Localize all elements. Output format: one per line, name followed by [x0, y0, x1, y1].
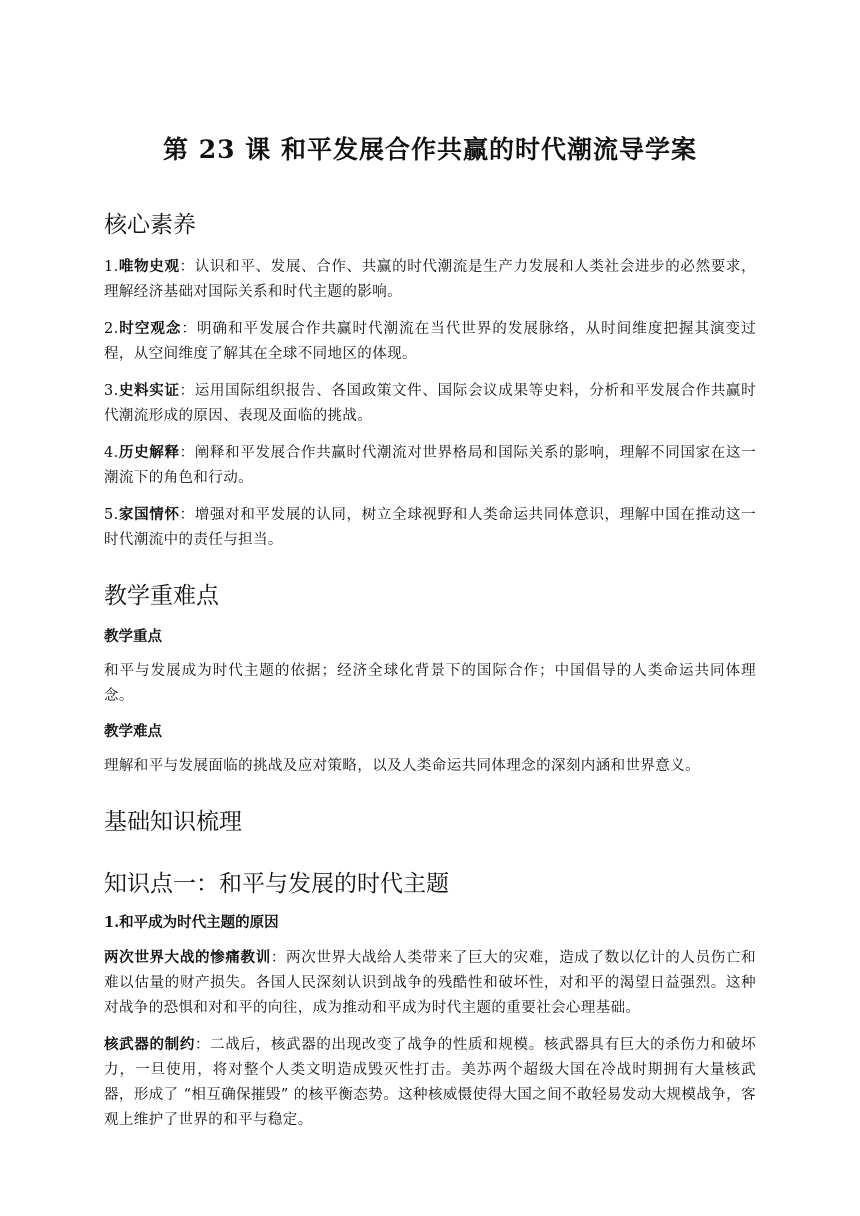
core-item-4-text: ：阐释和平发展合作共赢时代潮流对世界格局和国际关系的影响，理解不同国家在这一潮流下的角色和行动。 [104, 445, 756, 486]
section-heading-basic-knowledge: 基础知识梳理 [104, 809, 242, 835]
paragraph-nuclear-text: ：二战后，核武器的出现改变了战争的性质和规模。核武器具有巨大的杀伤力和破坏力，一旦使用，将对整个人类文明造成毁灭性打击。美苏两个超级大国在冷战时期拥有大量核武器，形成了 “相互确保摧毁” 的核平衡态势。这种核威慑使得大国之间不敢轻易发动大规模战争，客观上维护了世界的和平与稳定。 [104, 1037, 756, 1128]
teaching-focus-text: 和平与发展成为时代主题的依据；经济全球化背景下的国际合作；中国倡导的人类命运共同体理念。 [104, 663, 756, 704]
paragraph-world-wars-label: 两次世界大战的惨痛教训 [104, 949, 271, 966]
core-item-5-text: ：增强对和平发展的认同，树立全球视野和人类命运共同体意识，理解中国在推动这一时代潮流中的责任与担当。 [104, 507, 756, 548]
core-item-1-label: 唯物史观 [118, 258, 180, 275]
core-item-2 [104, 316, 756, 367]
core-item-3-num: 3. [104, 383, 119, 399]
teaching-difficulty-label: 教学难点 [104, 723, 162, 740]
core-item-2-text: ：明确和平发展合作共赢时代潮流在当代世界的发展脉络，从时间维度把握其演变过程，从空间维度了解其在全球不同地区的体现。 [104, 321, 756, 362]
teaching-focus-label: 教学重点 [104, 628, 162, 645]
document-title: 第 23 课 和平发展合作共赢的时代潮流导学案 [163, 135, 697, 164]
core-item-2-num: 2. [104, 321, 119, 337]
paragraph-nuclear-label: 核武器的制约 [104, 1036, 196, 1053]
core-item-3-label: 史料实证 [118, 382, 180, 399]
paragraph-world-wars-lesson [104, 945, 756, 1021]
core-item-5 [104, 502, 756, 553]
core-item-4-num: 4. [104, 445, 119, 461]
subsection-heading-peace-reasons: 1.和平成为时代主题的原因 [104, 914, 279, 931]
core-item-1-text: ：认识和平、发展、合作、共赢的时代潮流是生产力发展和人类社会进步的必然要求，理解经济基础对国际关系和时代主题的影响。 [104, 259, 756, 300]
section-heading-knowledge-point-1: 知识点一：和平与发展的时代主题 [104, 871, 449, 897]
core-item-4 [104, 440, 756, 491]
core-item-3-text: ：运用国际组织报告、各国政策文件、国际会议成果等史料，分析和平发展合作共赢时代潮流形成的原因、表现及面临的挑战。 [104, 383, 756, 424]
core-item-5-num: 5. [104, 507, 119, 523]
section-heading-key-difficult-points: 教学重难点 [104, 583, 219, 609]
paragraph-world-wars-text: ：两次世界大战给人类带来了巨大的灾难，造成了数以亿计的人员伤亡和难以估量的财产损失。各国人民深刻认识到战争的残酷性和破坏性，对和平的渴望日益强烈。这种对战争的恐惧和对和平的向往，成为推动和平成为时代主题的重要社会心理基础。 [104, 950, 756, 1016]
core-item-4-label: 历史解释 [118, 444, 180, 461]
core-item-1-num: 1. [104, 259, 119, 275]
core-item-5-label: 家国情怀 [118, 506, 180, 523]
teaching-difficulty-text: 理解和平与发展面临的挑战及应对策略，以及人类命运共同体理念的深刻内涵和世界意义。 [104, 758, 700, 774]
core-item-3 [104, 378, 756, 429]
core-item-1 [104, 254, 756, 305]
section-heading-core-literacy: 核心素养 [104, 212, 196, 238]
core-item-2-label: 时空观念 [118, 320, 182, 337]
paragraph-nuclear-constraint [104, 1032, 756, 1133]
